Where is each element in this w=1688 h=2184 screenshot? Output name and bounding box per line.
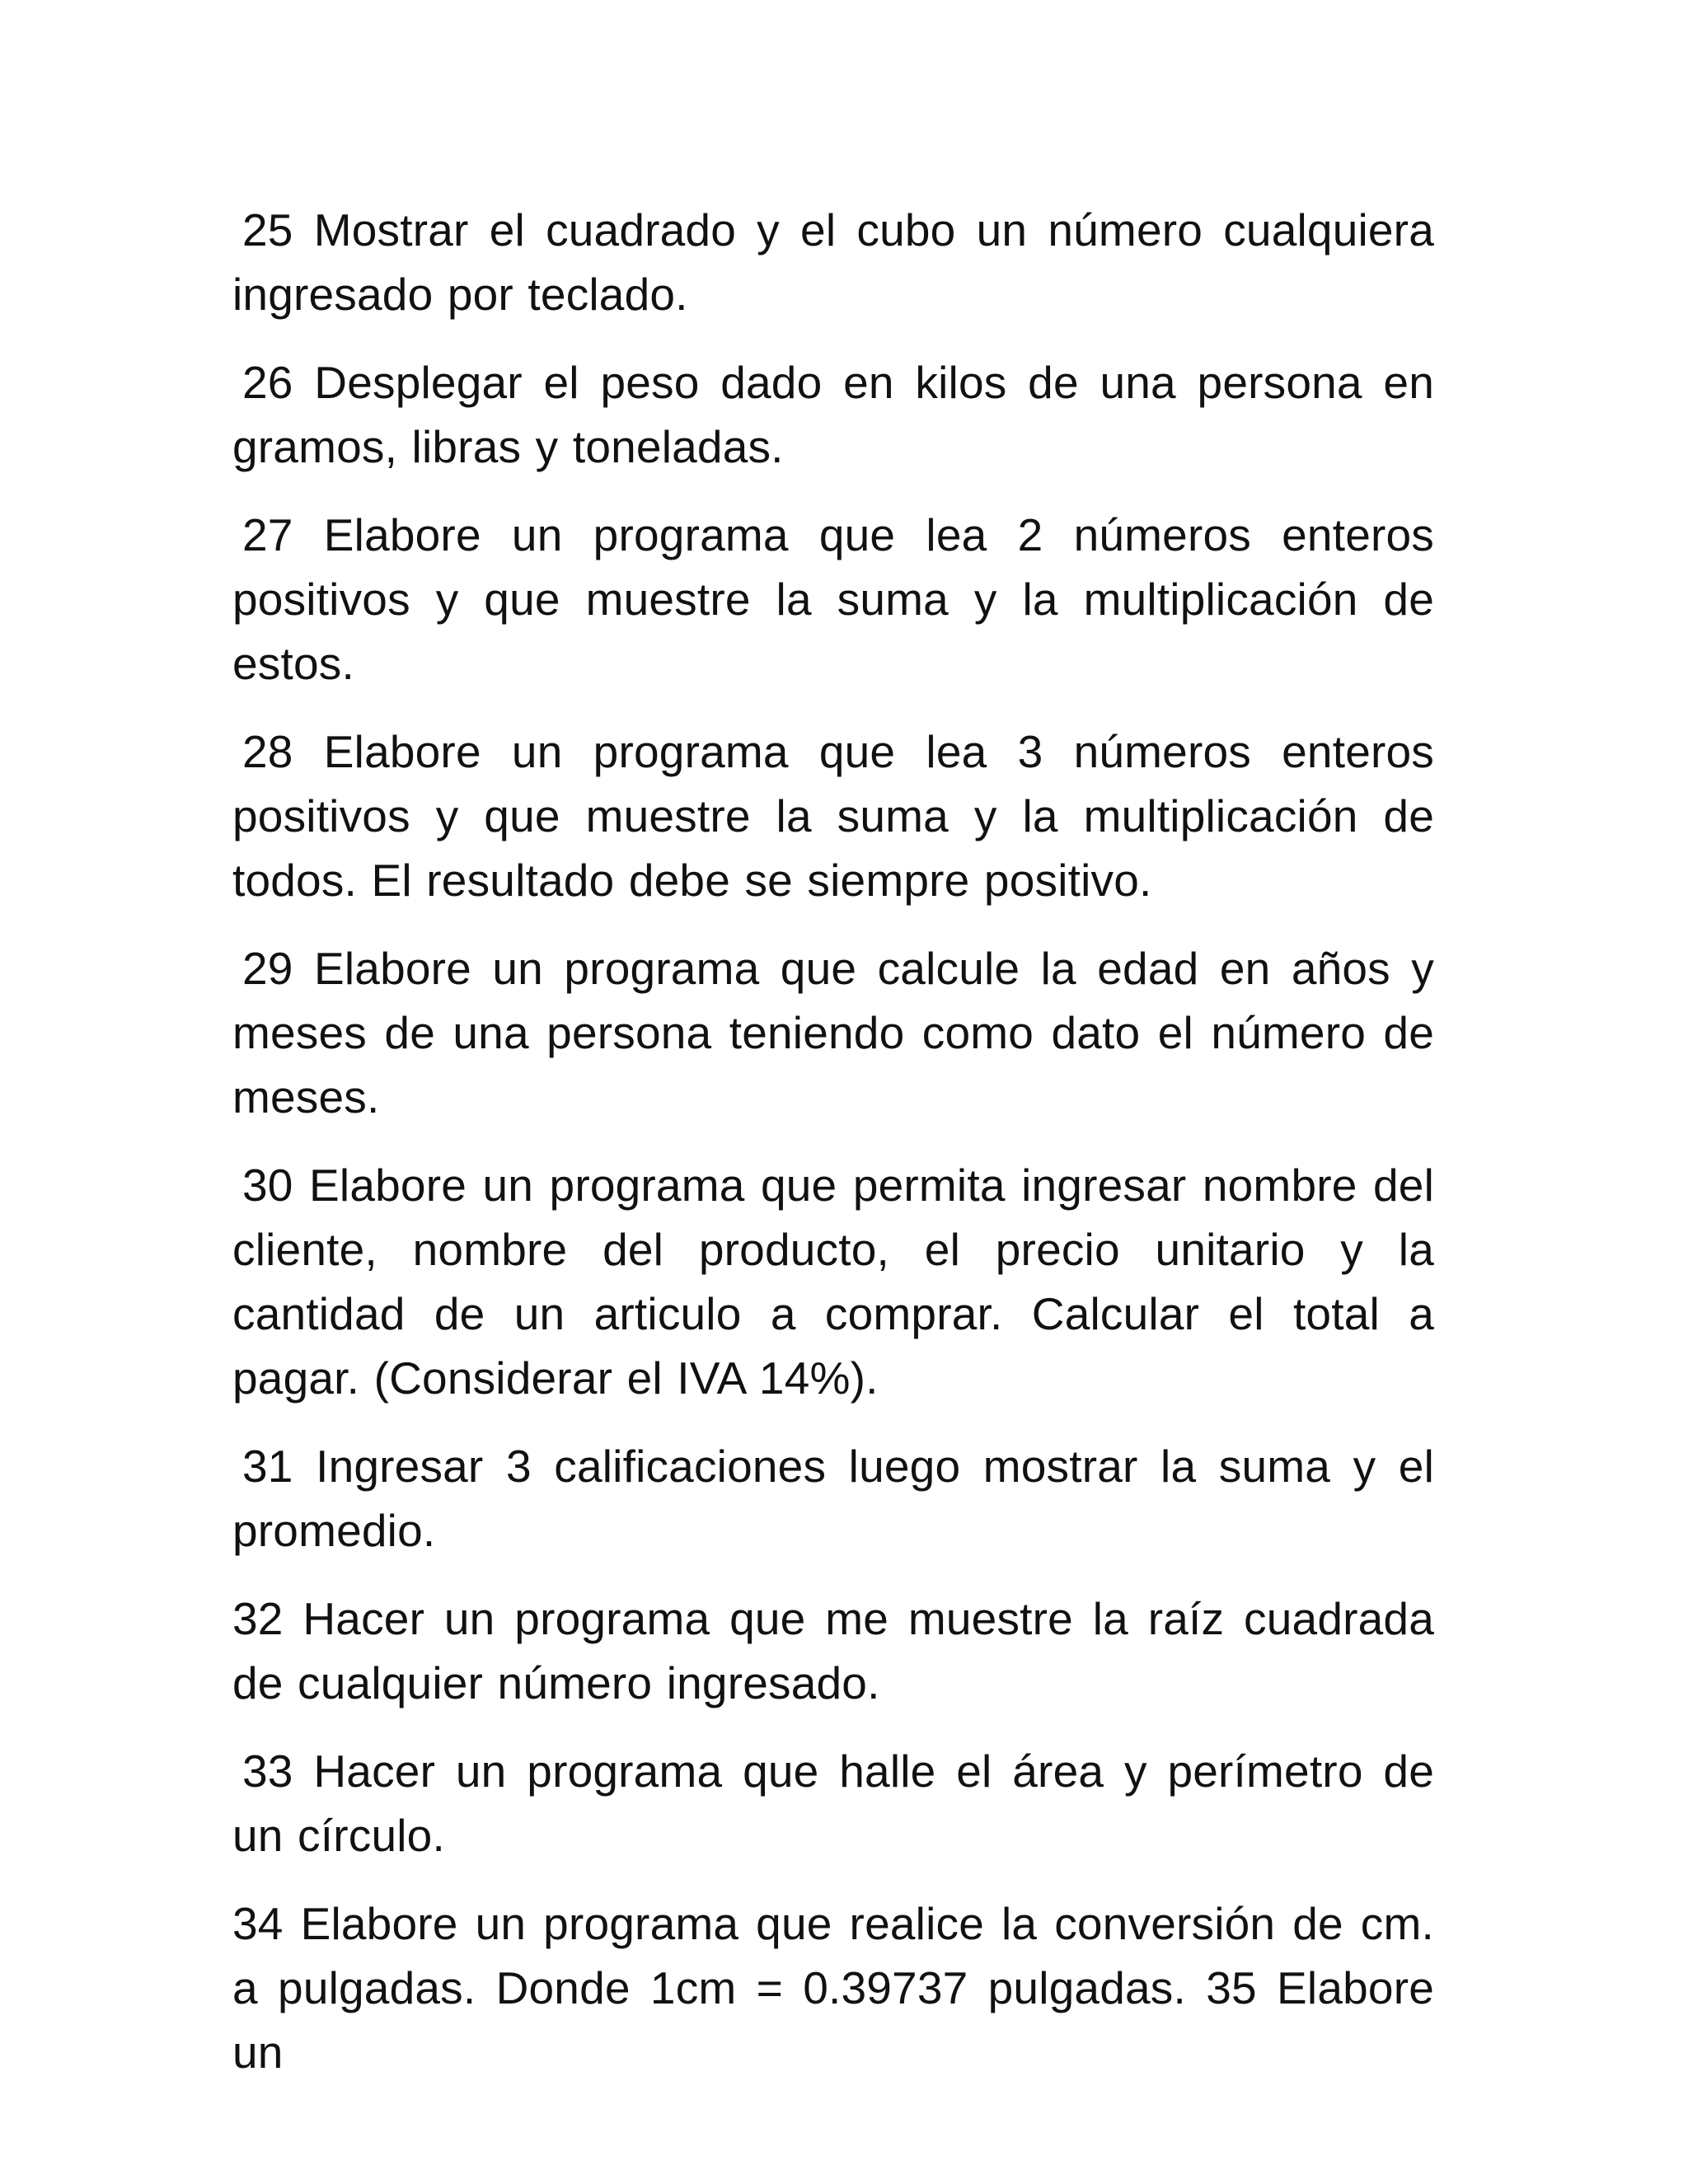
exercise-25: 25 Mostrar el cuadrado y el cubo un número cualquiera ingresado por teclado. xyxy=(232,204,1434,320)
exercise-31: 31 Ingresar 3 calificaciones luego mostrar la suma y el promedio. xyxy=(232,1441,1434,1556)
exercise-32: 32 Hacer un programa que me muestre la raíz cuadrada de cualquier número ingresado. xyxy=(232,1593,1434,1708)
exercise-28: 28 Elabore un programa que lea 3 números enteros positivos y que muestre la suma y la multiplicación de todos. El resultado debe se siempre positivo. xyxy=(232,726,1434,906)
exercise-29: 29 Elabore un programa que calcule la edad en años y meses de una persona teniendo como dato el número de meses. xyxy=(232,943,1434,1122)
exercise-34: 34 Elabore un programa que realice la conversión de cm. a pulgadas. Donde 1cm = 0.39737 pulgadas. 35 Elabore un xyxy=(232,1898,1434,2078)
exercise-30: 30 Elabore un programa que permita ingresar nombre del cliente, nombre del producto, el precio unitario y la cantidad de un articulo a comprar. Calcular el total a pagar. (Considerar el IVA 14%). xyxy=(232,1160,1434,1404)
exercise-27: 27 Elabore un programa que lea 2 números enteros positivos y que muestre la suma y la multiplicación de estos. xyxy=(232,509,1434,689)
exercise-33: 33 Hacer un programa que halle el área y perímetro de un círculo. xyxy=(232,1746,1434,1861)
exercise-26: 26 Desplegar el peso dado en kilos de una persona en gramos, libras y toneladas. xyxy=(232,357,1434,472)
exercise-list xyxy=(232,198,1434,2108)
